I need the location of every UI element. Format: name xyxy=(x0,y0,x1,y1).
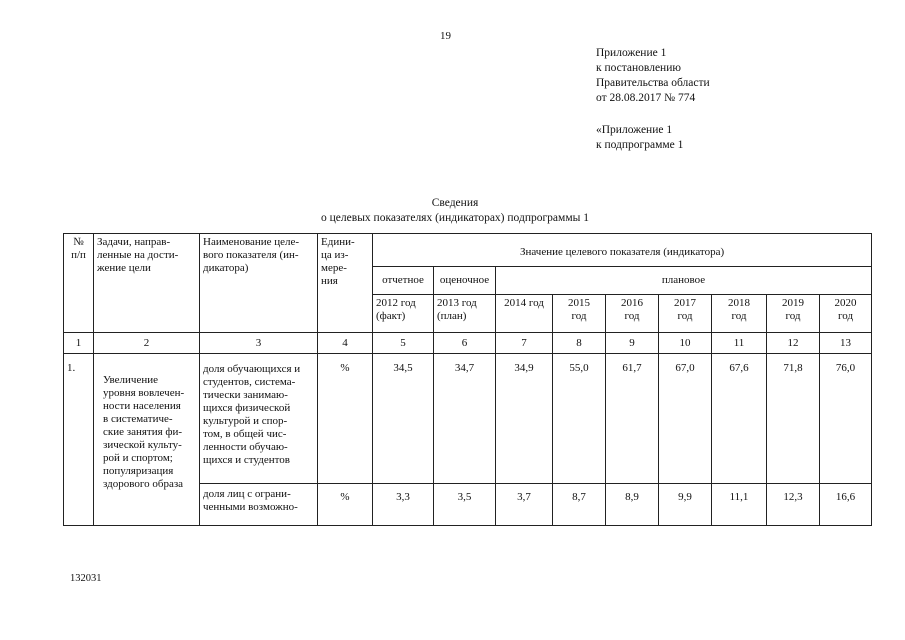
header-unit: Едини- ца из- мере- ния xyxy=(318,234,373,333)
value-cell: 71,8 xyxy=(767,354,820,484)
value-cell: 76,0 xyxy=(820,354,872,484)
column-number: 13 xyxy=(820,333,872,354)
header-num: № п/п xyxy=(64,234,94,333)
header-indicator: Наименование целе- вого показателя (ин- дикатора) xyxy=(200,234,318,333)
indicator-cell: доля лиц с ограни- ченными возможно- xyxy=(200,484,318,526)
value-cell: 55,0 xyxy=(553,354,606,484)
table-row xyxy=(64,354,872,484)
column-number: 11 xyxy=(712,333,767,354)
indicator-cell: доля обучающихся и студентов, система- тически занимаю- щихся физической культурой и спор- том, в общей чис- ленности обучаю- щихся и студентов xyxy=(200,354,318,484)
value-cell: 34,9 xyxy=(496,354,553,484)
task-cell: Увеличение уровня вовлечен- ности населения в систематиче- ские занятия фи- зической культу- рой и спортом; популяризация здорового образа xyxy=(94,354,200,526)
value-cell: 11,1 xyxy=(712,484,767,526)
footer-code: 132031 xyxy=(70,573,102,584)
column-number: 7 xyxy=(496,333,553,354)
value-cell: 9,9 xyxy=(659,484,712,526)
header-year-2012: 2012 год (факт) xyxy=(373,295,434,333)
column-number: 6 xyxy=(434,333,496,354)
header-year-2019: 2019 год xyxy=(767,295,820,333)
value-cell: 3,7 xyxy=(496,484,553,526)
appendix-header: Приложение 1 к постановлению Правительства области от 28.08.2017 № 774 xyxy=(596,47,710,104)
header-estimated: оценочное xyxy=(434,267,496,295)
column-number: 10 xyxy=(659,333,712,354)
value-cell: 8,7 xyxy=(553,484,606,526)
header-value-group: Значение целевого показателя (индикатора) xyxy=(373,234,872,267)
page-number: 19 xyxy=(440,30,451,42)
column-number: 4 xyxy=(318,333,373,354)
column-number: 1 xyxy=(64,333,94,354)
header-tasks: Задачи, направ- ленные на дости- жение цели xyxy=(94,234,200,333)
column-number: 3 xyxy=(200,333,318,354)
header-year-2015: 2015 год xyxy=(553,295,606,333)
value-cell: 3,5 xyxy=(434,484,496,526)
column-number: 12 xyxy=(767,333,820,354)
value-cell: 34,5 xyxy=(373,354,434,484)
header-year-2017: 2017 год xyxy=(659,295,712,333)
appendix-subheader: «Приложение 1 к подпрограмме 1 xyxy=(596,124,684,151)
column-number: 2 xyxy=(94,333,200,354)
value-cell: 8,9 xyxy=(606,484,659,526)
value-cell: 34,7 xyxy=(434,354,496,484)
indicators-table xyxy=(63,233,872,526)
value-cell: 67,6 xyxy=(712,354,767,484)
column-number: 8 xyxy=(553,333,606,354)
column-number: 5 xyxy=(373,333,434,354)
value-cell: 12,3 xyxy=(767,484,820,526)
header-year-2016: 2016 год xyxy=(606,295,659,333)
header-planned: плановое xyxy=(496,267,872,295)
unit-cell: % xyxy=(318,354,373,484)
header-year-2014: 2014 год xyxy=(496,295,553,333)
value-cell: 3,3 xyxy=(373,484,434,526)
header-reported: отчетное xyxy=(373,267,434,295)
value-cell: 61,7 xyxy=(606,354,659,484)
header-year-2013: 2013 год (план) xyxy=(434,295,496,333)
row-num: 1. xyxy=(64,354,94,526)
unit-cell: % xyxy=(318,484,373,526)
document-title: Сведения о целевых показателях (индикаторах) подпрограммы 1 xyxy=(321,197,589,224)
column-number: 9 xyxy=(606,333,659,354)
header-year-2020: 2020 год xyxy=(820,295,872,333)
column-number-row xyxy=(64,333,872,354)
value-cell: 67,0 xyxy=(659,354,712,484)
header-year-2018: 2018 год xyxy=(712,295,767,333)
value-cell: 16,6 xyxy=(820,484,872,526)
